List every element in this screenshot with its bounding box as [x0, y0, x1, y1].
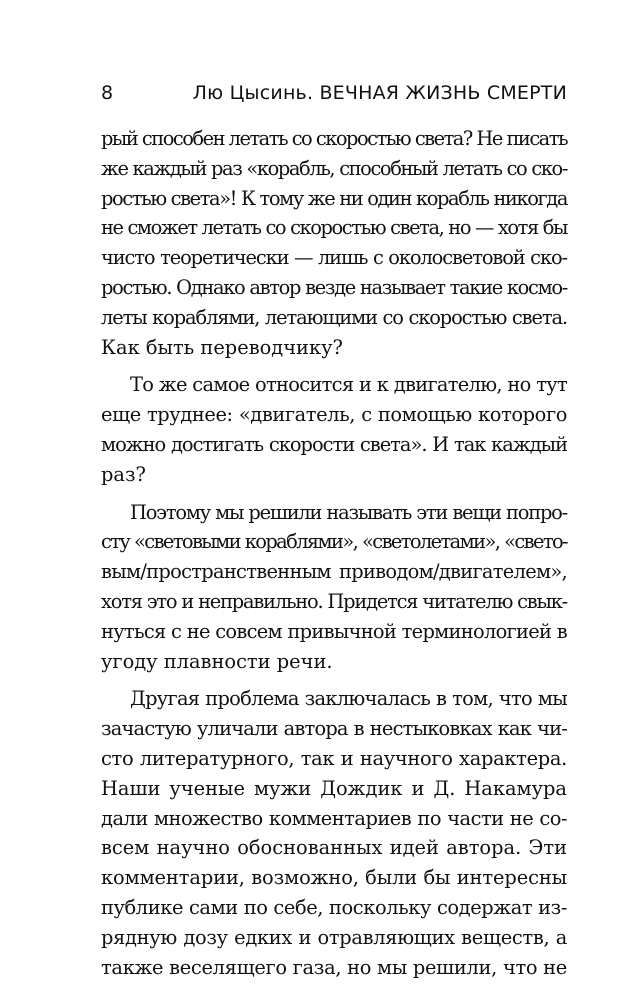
text-line: чисто теоретически — лишь с околосветовой ско-	[101, 246, 567, 270]
text-line: вым/пространственным приводом/двигателем»,	[101, 560, 567, 584]
body-text	[101, 124, 567, 982]
text-line: всем научно обоснованных идей автора. Эти	[101, 836, 567, 860]
paragraph	[101, 498, 567, 677]
text-line: Поэтому мы решили называть эти вещи попро-	[130, 500, 567, 524]
text-line: сту «световыми кораблями», «светолетами», «свето-	[101, 530, 567, 554]
text-line: ростью. Однако автор везде называет такие космо-	[101, 275, 567, 299]
text-line: сто литературного, так и научного характера.	[101, 746, 567, 770]
text-line: раз?	[101, 462, 146, 486]
text-line: комментарии, возможно, были бы интересны	[101, 866, 567, 890]
text-line: Другая проблема заключалась в том, что мы	[130, 687, 567, 711]
text-line: леты кораблями, летающими со скоростью света.	[101, 305, 567, 329]
text-line: также веселящего газа, но мы решили, что не	[101, 955, 567, 979]
text-line: рый способен летать со скоростью света? Не писать	[101, 127, 568, 150]
text-line: хотя это и неправильно. Придется читателю свык-	[101, 589, 567, 613]
text-line: ростью света»! К тому же ни один корабль никогда	[101, 186, 567, 210]
text-line: можно достигать скорости света». И так каждый	[101, 432, 567, 456]
text-line: дали множество комментариев по части не со-	[101, 806, 567, 830]
text-line: угоду плавности речи.	[101, 649, 333, 673]
text-line: еще труднее: «двигатель, с помощью которого	[101, 403, 567, 427]
text-line: зачастую уличали автора в нестыковках как чи-	[101, 717, 567, 741]
text-line: публике сами по себе, поскольку содержат из-	[101, 895, 567, 919]
paragraph	[101, 370, 567, 489]
running-header	[101, 82, 567, 106]
text-line: Наши ученые мужи Дождик и Д. Накамура	[101, 776, 567, 800]
running-header-title: Лю Цысинь. ВЕЧНАЯ ЖИЗНЬ СМЕРТИ	[192, 82, 567, 104]
paragraph	[101, 684, 567, 982]
text-line: То же самое относится и к двигателю, но тут	[130, 373, 567, 397]
text-line: Как быть переводчику?	[101, 335, 343, 359]
text-line: не сможет летать со скоростью света, но — хотя бы	[101, 216, 567, 240]
text-line: нуться с не совсем привычной терминологией в	[101, 619, 567, 643]
paragraph	[101, 124, 567, 362]
text-line: же каждый раз «корабль, способный летать со ско-	[101, 156, 567, 180]
page-number: 8	[101, 82, 114, 104]
text-line: рядную дозу едких и отравляющих веществ, а	[101, 925, 567, 949]
